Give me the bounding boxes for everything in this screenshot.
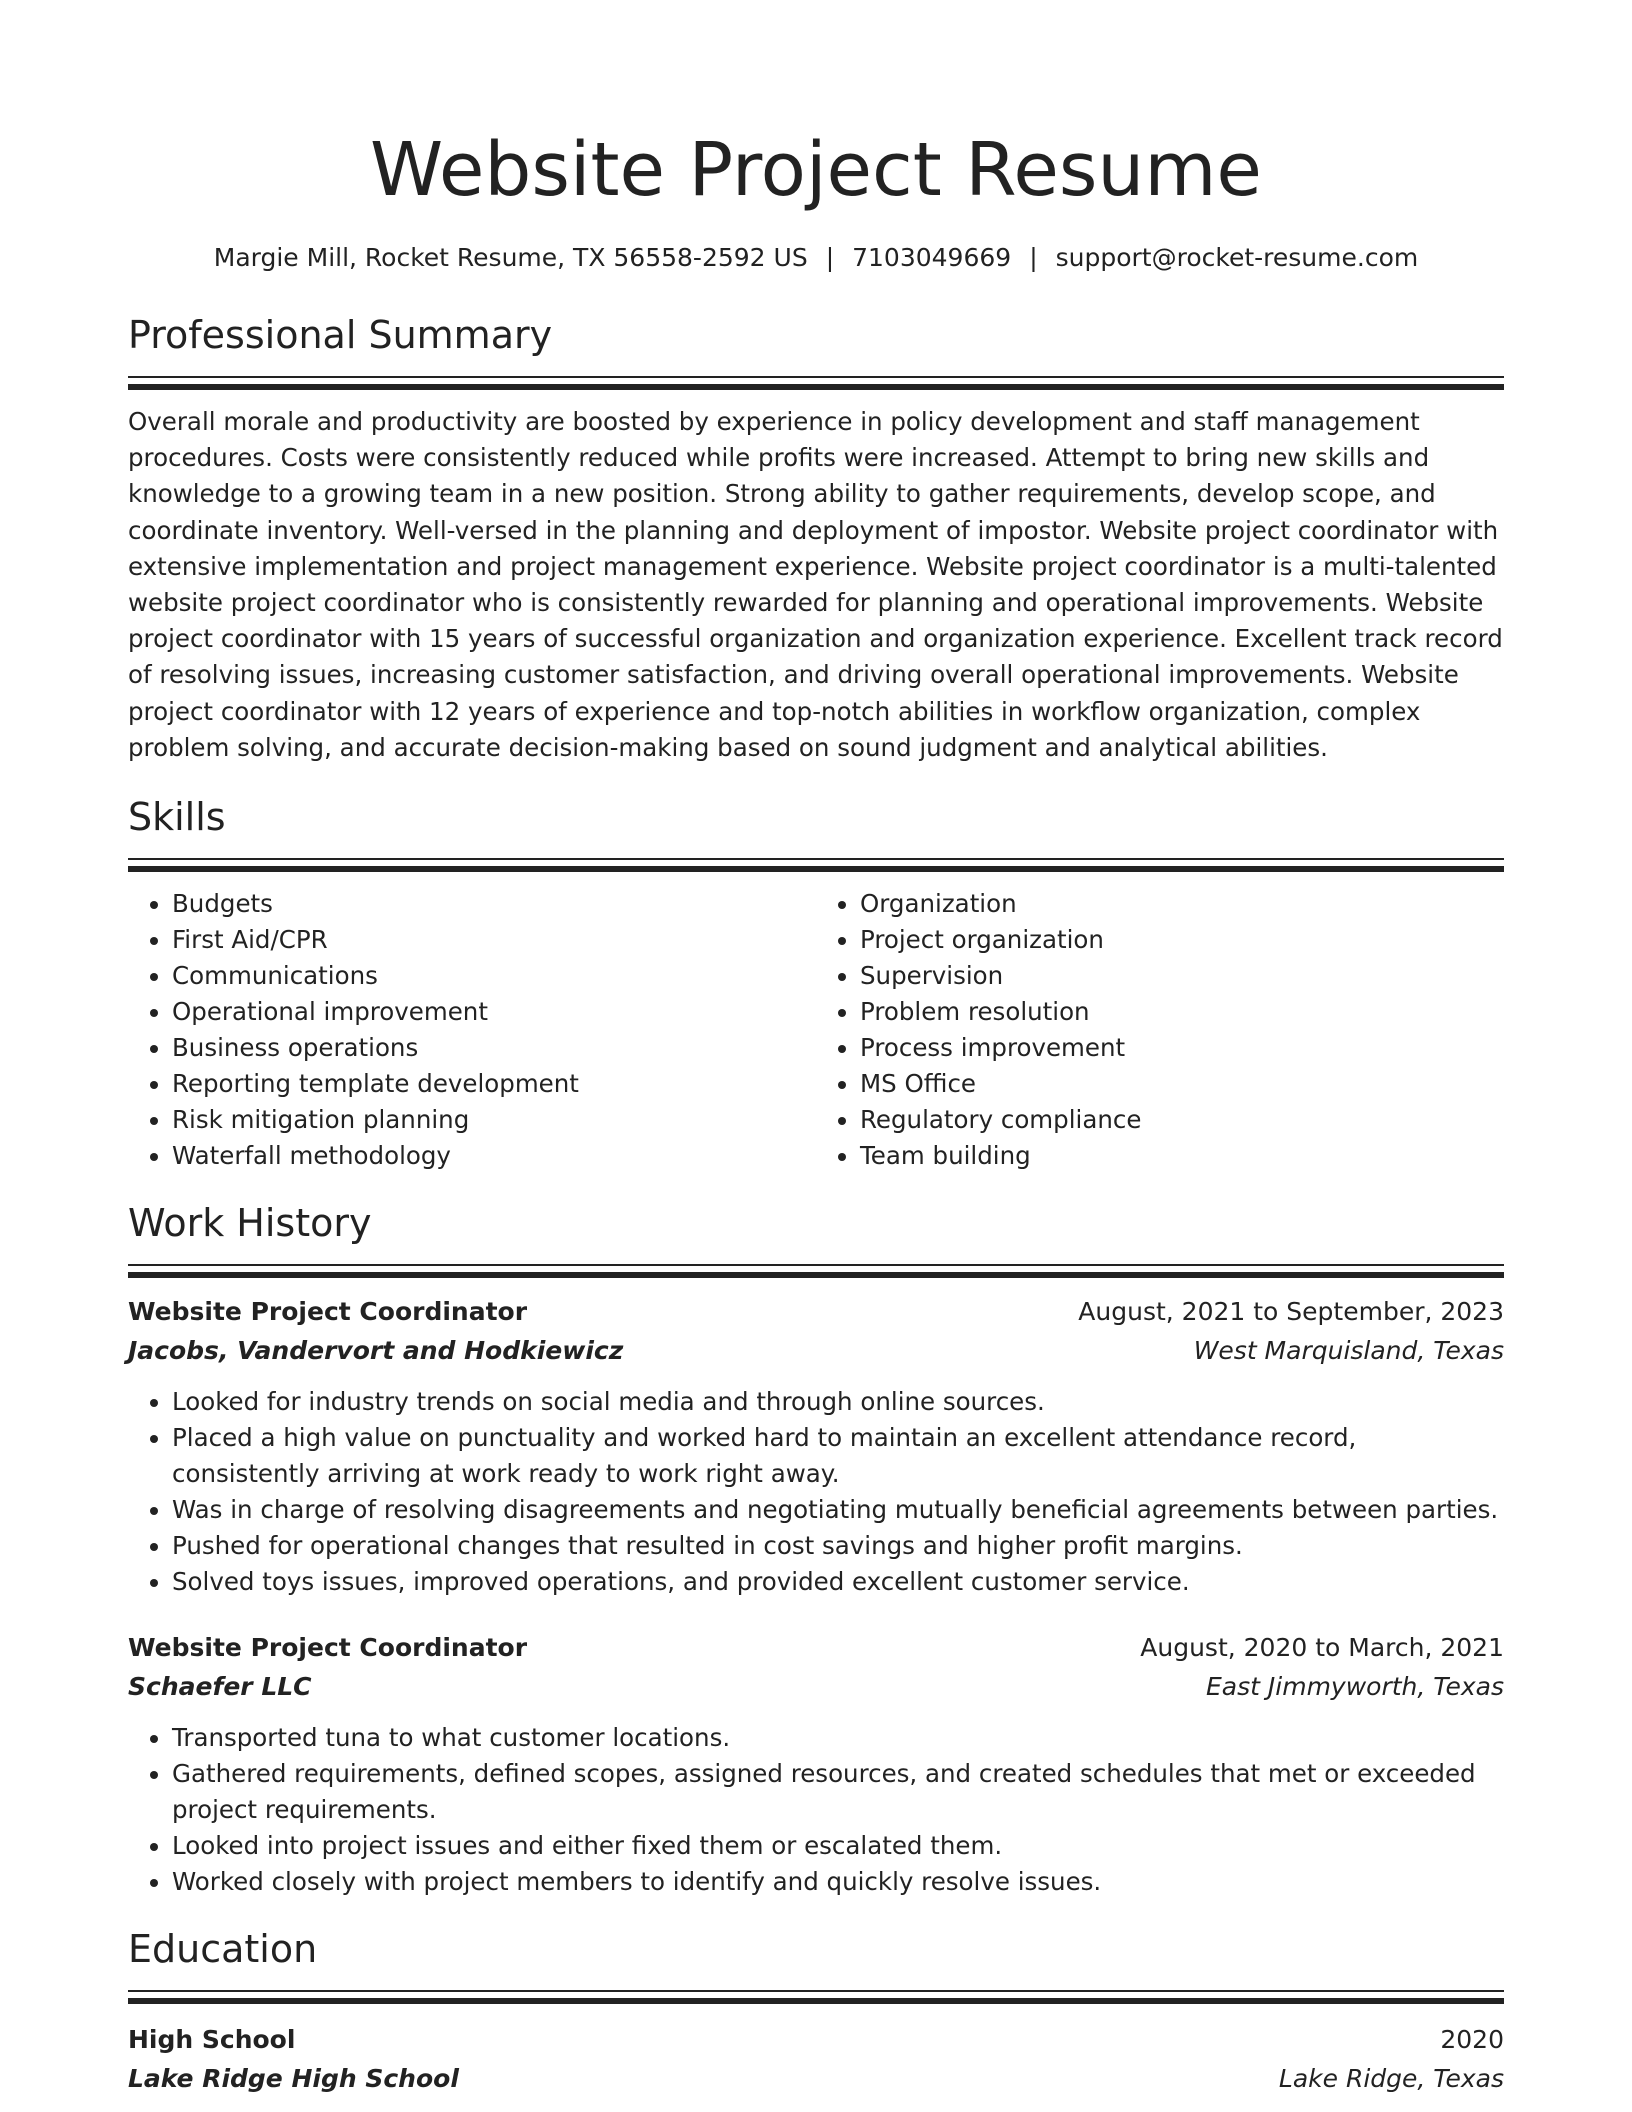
job-bullet: • Looked into project issues and either fixed them or escalated them. [172,1828,1504,1864]
job-company-row [128,1332,1504,1370]
skill-item: • Organization [860,886,1504,922]
job-entry [128,1628,1504,1900]
job-entry [128,1292,1504,1600]
education-location: Lake Ridge, Texas [1278,2064,1504,2094]
education-degree: High School [128,2025,296,2055]
contact-phone: 7103049669 [852,243,1012,272]
section-heading-education: Education [128,1927,318,1972]
job-company: Jacobs, Vandervort and Hodkiewicz [128,1336,624,1366]
job-bullets [128,1720,1504,1900]
job-bullet: • Solved toys issues, improved operations, and provided excellent customer service. [172,1564,1504,1600]
job-dates: August, 2020 to March, 2021 [1140,1633,1504,1663]
contact-line [128,240,1504,276]
section-divider [128,858,1504,872]
professional-summary-section [128,310,1504,766]
job-bullet: • Placed a high value on punctuality and worked hard to maintain an excellent attendance record, consistently arriving at work ready to work right away. [172,1420,1504,1492]
job-title: Website Project Coordinator [128,1297,528,1327]
contact-address: Margie Mill, Rocket Resume, TX 56558-2592 US [213,243,808,272]
education-year: 2020 [1440,2025,1504,2055]
skill-item: • Communications [172,958,816,994]
skill-item: • Regulatory compliance [860,1102,1504,1138]
skill-item: • First Aid/CPR [172,922,816,958]
job-location: East Jimmyworth, Texas [1206,1672,1504,1702]
section-divider [128,1990,1504,2004]
job-bullet: • Transported tuna to what customer locations. [172,1720,1504,1756]
job-company-row [128,1668,1504,1706]
section-heading-summary: Professional Summary [128,313,553,357]
job-bullet: • Was in charge of resolving disagreements and negotiating mutually beneficial agreements between parties. [172,1492,1504,1528]
contact-email: support@rocket-resume.com [1055,243,1419,272]
skill-item: • Team building [860,1138,1504,1174]
skill-item: • Risk mitigation planning [172,1102,816,1138]
job-bullet: • Looked for industry trends on social media and through online sources. [172,1384,1504,1420]
resume-title: Website Project Resume [370,127,1262,213]
skill-item: • MS Office [860,1066,1504,1102]
skill-item: • Business operations [172,1030,816,1066]
section-divider [128,1264,1504,1278]
education-entry [128,2020,1504,2098]
job-bullet: • Worked closely with project members to identify and quickly resolve issues. [172,1864,1504,1900]
skill-item: • Problem resolution [860,994,1504,1030]
education-section [128,1924,1504,2098]
education-header-row [128,2020,1504,2060]
job-company: Schaefer LLC [128,1672,312,1702]
job-location: West Marquisland, Texas [1193,1336,1504,1366]
contact-separator: | [1029,243,1038,272]
skill-item: • Process improvement [860,1030,1504,1066]
skills-column-right [816,886,1504,1174]
summary-text: Overall morale and productivity are boosted by experience in policy development and staff management procedures. Costs were consistently reduced while profits were increased. Attempt to bring new skills and knowledge to a growing team in a new position. Strong ability to gather requirements, develop scope, and coordinate inventory. Well-versed in the planning and deployment of impostor. Website project coordinator with extensive implementation and project management experience. Website project coordinator is a multi-talented website project coordinator who is consistently rewarded for planning and operational improvements. Website project coordinator with 15 years of successful organization and organization experience. Excellent track record of resolving issues, increasing customer satisfaction, and driving overall operational improvements. Website project coordinator with 12 years of experience and top-notch abilities in workflow organization, complex problem solving, and accurate decision-making based on sound judgment and analytical abilities. [128,407,1503,762]
education-school-row [128,2060,1504,2098]
job-bullets [128,1384,1504,1600]
contact-separator: | [825,243,835,272]
skills-grid [128,886,1504,1174]
section-heading-skills: Skills [128,795,226,840]
work-history-section [128,1198,1504,1900]
section-divider [128,376,1504,390]
job-header-row [128,1292,1504,1332]
section-heading-work: Work History [128,1201,372,1246]
skill-item: • Operational improvement [172,994,816,1030]
skill-item: • Supervision [860,958,1504,994]
job-dates: August, 2021 to September, 2023 [1078,1297,1504,1327]
skill-item: • Reporting template development [172,1066,816,1102]
job-title: Website Project Coordinator [128,1633,528,1663]
education-school: Lake Ridge High School [128,2064,459,2094]
job-bullet: • Pushed for operational changes that resulted in cost savings and higher profit margins. [172,1528,1504,1564]
job-bullet: • Gathered requirements, defined scopes, assigned resources, and created schedules that met or exceeded project requirements. [172,1756,1504,1828]
skill-item: • Budgets [172,886,816,922]
skill-item: • Project organization [860,922,1504,958]
skills-column-left [128,886,816,1174]
job-header-row [128,1628,1504,1668]
skills-section [128,792,1504,1174]
skill-item: • Waterfall methodology [172,1138,816,1174]
